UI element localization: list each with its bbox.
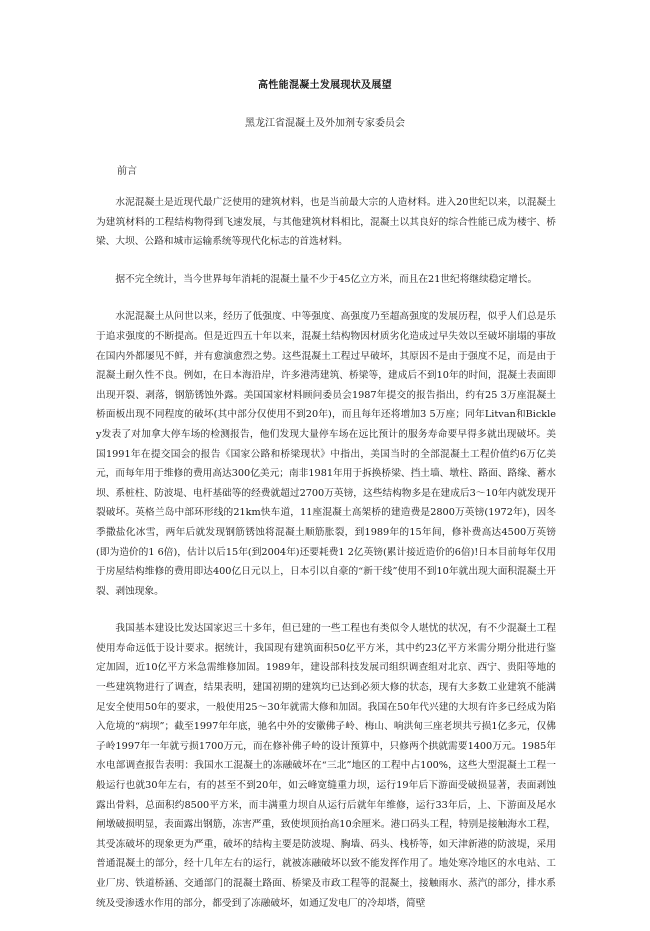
body-text [96,193,556,931]
paragraph-china-cases: 我国基本建设比发达国家迟三十多年，但已建的一些工程也有类似令人堪忧的状况，有不少混凝土工程使用寿命远低于设计要求。据统计，我国现有建筑面积50亿平方米，其中约23亿平方米需分期分批进行鉴定加固，近10亿平方米急需维修加固。1989年，建设部科技发展司组织调查组对北京、西宁、贵阳等地的一些建筑物进行了调查，结果表明，建国初期的建筑均已达到必须大修的状态，现有大多数工业建筑不能满足安全使用50年的要求，一般使用25～30年就需大修和加固。我国在50年代兴建的大坝有许多已经成为陷入危境的“病坝”；截至1997年年底，驰名中外的安徽佛子岭、梅山、响洪甸三座老坝共亏损1亿多元，仅佛子岭1997年一年就亏损1700万元，而在修补佛子岭的设计预算中，只修两个拱就需要1400万元。1985年水电部调查报告表明：我国水工混凝土的冻融破坏在“三北”地区的工程中占100%，这些大型混凝土工程一般运行也就30年左右，有的甚至不到20年，如云峰宽缝重力坝，运行19年后下游面受破损显著，表面剥蚀露出骨料，总面积约8500平方米，而丰满重力坝自从运行后就年年维修，运行33年后，上、下游面及尾水闸墩破损明显，表面露出钢筋，冻害严重，致使坝顶抬高10余厘米。港口码头工程，特别是接触海水工程，其受冻破坏的现象更为严重，破坏的结构主要是防波堤、胸墙、码头、栈桥等，如天津新港的防波堤，采用普通混凝土的部分，经十几年左右的运行，就被冻融破坏以致不能发挥作用了。地处寒冷地区的水电站、工业厂房、铁道桥涵、交通部门的混凝土路面、桥梁及市政工程等的混凝土，接触雨水、蒸汽的部分，排水系统及受渗透水作用的部分，都受到了冻融破坏，如通辽发电厂的冷却塔，简壁 [96,623,556,909]
section-heading: 前言 [117,166,137,177]
document-title: 高性能混凝土发展现状及展望 [258,80,392,91]
paragraph-international-cases: 水泥混凝土从问世以来，经历了低强度、中等强度、高强度乃至超高强度的发展历程，似乎人们总是乐于追求强度的不断提高。但是近四五十年以来，混凝土结构物因材质劣化造成过早失效以至破坏崩塌的事故在国内外都屡见不鲜，并有愈演愈烈之势。这些混凝土工程过早破坏，其原因不是由于强度不足，而是由于混凝土耐久性不良。例如，在日本海沿岸，许多港湾建筑、桥梁等，建成后不到10年的时间，混凝土表面即出现开裂、剥落，钢筋锈蚀外露。美国国家材料顾问委员会1987年提交的报告指出，约有25 3万座混凝土桥面板出现不同程度的破坏(其中部分仅使用不到20年)，而且每年还将增加3 5万座；同年Litvan和Bickley发表了对加拿大停车场的检测报告，他们发现大量停车场在远比预计的服务寿命要早得多就出现破坏。美国1991年在提交国会的报告《国家公路和桥梁现状》中指出，美国当时的全部混凝土工程价值约6万亿美元，而每年用于维修的费用高达300亿美元；南非1981年用于拆换桥梁、挡土墙、墩柱、路面、路缘、蓄水坝、系桩柱、防波堤、电杆基础等的经费就超过2700万英镑，这些结构物多是在建成后3～10年内就发现开裂破坏。英格兰岛中部环形线的21km快车道，11座混凝土高架桥的建造费是2800万英镑(1972年)，因冬季撒盐化冰雪，两年后就发现钢筋锈蚀将混凝土顺筋胀裂，到1989年的15年间，修补费高达4500万英镑(即为造价的1 6倍)，估计以后15年(到2004年)还要耗费1 2亿英镑(累计接近造价的6倍)!日本目前每年仅用于房屋结构维修的费用即达400亿日元以上，日本引以自豪的“新干线”使用不到10年就出现大面积混凝土开裂、剥蚀现象。 [96,311,556,597]
document-author: 黑龙江省混凝土及外加剂专家委员会 [245,118,405,129]
paragraph-statistics: 据不完全统计，当今世界每年消耗的混凝土量不少于45亿立方米，而且在21世纪将继续稳定增长。 [115,273,538,285]
paragraph-intro: 水泥混凝土是近现代最广泛使用的建筑材料，也是当前最大宗的人造材料。进入20世纪以来，以混凝土为建筑材料的工程结构物得到飞速发展，与其他建筑材料相比，混凝土以其良好的综合性能已成为楼宇、桥梁、大坝、公路和城市运输系统等现代化标志的首选材料。 [96,197,556,248]
